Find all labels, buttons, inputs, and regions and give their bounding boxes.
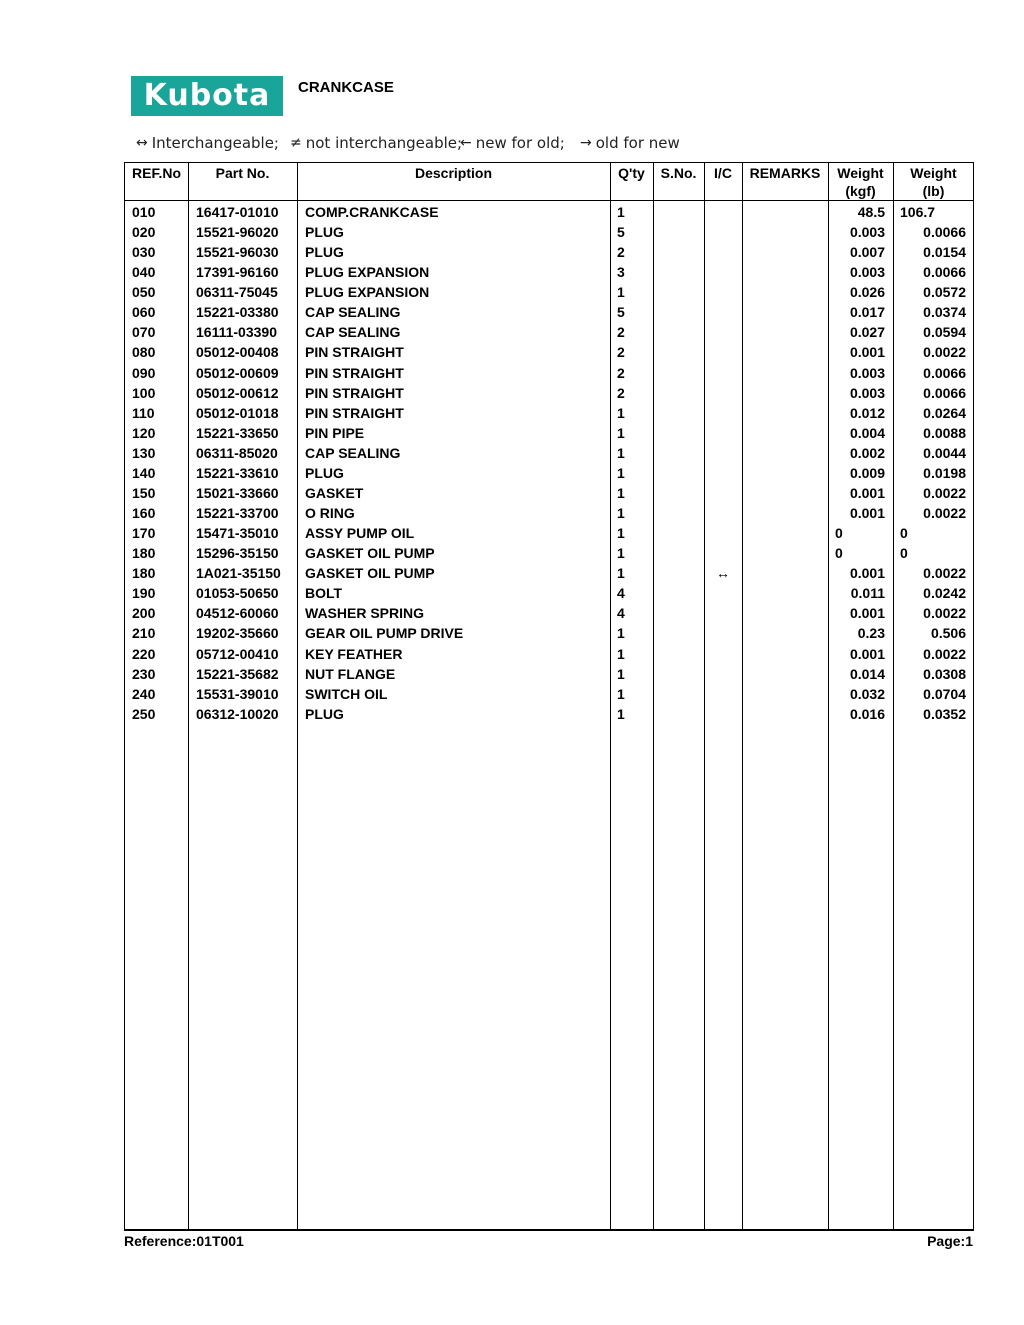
legend-item-old-for-new — [580, 134, 680, 152]
cell-weight-lb: 0.0374 — [923, 304, 966, 321]
cell-qty: 1 — [617, 424, 625, 441]
cell-weight-kgf: 0.011 — [850, 585, 885, 602]
table-row — [125, 664, 973, 684]
cell-ref: 090 — [132, 364, 156, 381]
cell-weight-kgf: 48.5 — [857, 204, 885, 220]
cell-ref: 050 — [132, 284, 156, 301]
cell-weight-kgf: 0.001 — [849, 645, 885, 662]
cell-qty: 2 — [617, 244, 625, 261]
cell-weight-kgf: 0.002 — [849, 444, 885, 461]
column-header-part-no: Part No. — [215, 165, 270, 181]
table-row — [125, 644, 973, 664]
cell-part-no: 15471-35010 — [196, 525, 279, 542]
cell-description: GASKET OIL PUMP — [305, 545, 435, 562]
cell-part-no: 16417-01010 — [196, 204, 279, 220]
column-header-weight-kgf — [828, 163, 893, 200]
cell-description: CAP SEALING — [305, 444, 401, 461]
cell-qty: 1 — [617, 444, 625, 461]
cell-weight-lb: 0.0154 — [923, 244, 966, 261]
cell-ref: 160 — [132, 505, 156, 522]
column-header-qty: Q'ty — [618, 165, 645, 181]
cell-ref: 130 — [132, 444, 156, 461]
cell-part-no: 15221-35682 — [196, 665, 279, 682]
cell-description: PLUG — [305, 464, 344, 481]
cell-ref: 240 — [132, 685, 156, 702]
cell-weight-lb: 0.0022 — [923, 344, 966, 361]
not-equal-icon: ≠ — [290, 135, 302, 151]
table-row — [125, 503, 973, 523]
header-line: Weight — [837, 165, 884, 181]
cell-description: CAP SEALING — [305, 324, 401, 341]
bidirectional-arrow-icon: ↔ — [136, 135, 148, 151]
legend-label: new for old; — [475, 134, 565, 152]
cell-weight-kgf: 0.014 — [849, 665, 885, 682]
cell-ref: 020 — [132, 224, 156, 241]
cell-weight-lb: 0.0066 — [923, 384, 966, 401]
cell-ref: 150 — [132, 484, 156, 501]
page-number: Page:1 — [927, 1233, 973, 1249]
parts-table — [124, 162, 974, 1230]
cell-qty: 1 — [617, 525, 625, 542]
cell-weight-kgf: 0.003 — [849, 384, 885, 401]
cell-ref: 120 — [132, 424, 156, 441]
cell-description: GASKET OIL PUMP — [305, 565, 435, 582]
cell-ref: 060 — [132, 304, 156, 321]
cell-part-no: 15296-35150 — [196, 545, 279, 562]
cell-ref: 170 — [132, 525, 156, 542]
cell-weight-lb: 0.0066 — [923, 264, 966, 281]
cell-description: COMP.CRANKCASE — [305, 204, 439, 220]
cell-qty: 5 — [617, 224, 625, 241]
cell-qty: 4 — [617, 605, 625, 622]
cell-part-no: 05012-00612 — [196, 384, 279, 401]
cell-weight-lb: 0.0022 — [923, 645, 966, 662]
cell-weight-lb: 0.0022 — [923, 605, 966, 622]
page-title: CRANKCASE — [298, 79, 394, 96]
cell-weight-lb: 0.0264 — [923, 404, 966, 421]
cell-qty: 3 — [617, 264, 625, 281]
cell-weight-kgf: 0.027 — [849, 324, 885, 341]
cell-ref: 210 — [132, 625, 156, 642]
cell-weight-kgf: 0.001 — [849, 505, 885, 522]
cell-description: GASKET — [305, 484, 364, 501]
cell-description: PLUG — [305, 244, 344, 261]
legend-label: not interchangeable; — [305, 134, 463, 152]
cell-weight-kgf: 0.001 — [849, 565, 885, 582]
column-header-remarks: REMARKS — [749, 165, 821, 181]
table-row — [125, 282, 973, 302]
cell-part-no: 15221-03380 — [196, 304, 279, 321]
table-row — [125, 423, 973, 443]
cell-part-no: 05012-01018 — [196, 404, 279, 421]
cell-weight-kgf: 0.016 — [849, 705, 885, 722]
cell-weight-kgf: 0.007 — [849, 244, 885, 261]
cell-part-no: 06311-85020 — [196, 444, 278, 461]
cell-weight-kgf: 0.026 — [849, 284, 885, 301]
cell-ref: 140 — [132, 464, 156, 481]
cell-weight-lb: 0.506 — [930, 625, 966, 642]
table-row — [125, 603, 973, 623]
cell-qty: 1 — [617, 284, 625, 301]
cell-part-no: 15021-33660 — [196, 484, 279, 501]
cell-description: PLUG EXPANSION — [305, 284, 430, 301]
cell-ref: 110 — [132, 404, 155, 421]
column-header-description: Description — [414, 165, 492, 181]
cell-ref: 030 — [132, 244, 156, 261]
cell-qty: 1 — [617, 204, 625, 220]
cell-weight-lb: 0.0066 — [923, 224, 966, 241]
cell-description: PLUG — [305, 224, 344, 241]
cell-part-no: 06312-10020 — [196, 705, 279, 722]
header-unit: (kgf) — [845, 183, 876, 199]
cell-part-no: 16111-03390 — [196, 324, 277, 341]
cell-part-no: 15221-33610 — [196, 464, 279, 481]
table-row — [125, 383, 973, 403]
cell-weight-lb: 0.0198 — [923, 464, 966, 481]
cell-qty: 1 — [617, 705, 625, 722]
cell-qty: 2 — [617, 344, 625, 361]
cell-part-no: 15221-33650 — [196, 424, 279, 441]
column-header-weight-lb — [893, 163, 974, 200]
cell-part-no: 05012-00408 — [196, 344, 279, 361]
cell-ref: 220 — [132, 645, 156, 662]
header-line: Weight — [910, 165, 957, 181]
cell-qty: 1 — [617, 665, 625, 682]
cell-part-no: 05712-00410 — [196, 645, 279, 662]
table-row — [125, 342, 973, 362]
cell-ref: 040 — [132, 264, 156, 281]
cell-description: SWITCH OIL — [305, 685, 388, 702]
cell-description: WASHER SPRING — [305, 605, 425, 622]
cell-qty: 2 — [617, 364, 625, 381]
kubota-logo — [131, 76, 283, 116]
legend-item-interchangeable — [136, 134, 290, 152]
cell-ref: 080 — [132, 344, 156, 361]
cell-description: NUT FLANGE — [305, 665, 396, 682]
legend — [136, 134, 680, 152]
cell-weight-kgf: 0.004 — [849, 424, 885, 441]
table-row — [125, 403, 973, 423]
table-row — [125, 704, 973, 724]
cell-weight-kgf: 0.003 — [849, 364, 885, 381]
table-row — [125, 302, 973, 322]
cell-weight-lb: 0.0242 — [923, 585, 966, 602]
cell-weight-lb: 0.0066 — [923, 364, 966, 381]
cell-weight-lb: 0.0022 — [923, 565, 966, 582]
cell-weight-lb: 0.0308 — [923, 665, 966, 682]
cell-description: PIN STRAIGHT — [305, 364, 404, 381]
cell-qty: 1 — [617, 464, 625, 481]
cell-weight-lb: 0.0088 — [923, 424, 966, 441]
cell-weight-lb: 0.0022 — [923, 505, 966, 522]
cell-part-no: 05012-00609 — [196, 364, 279, 381]
cell-description: KEY FEATHER — [305, 645, 403, 662]
cell-ref: 070 — [132, 324, 156, 341]
legend-item-new-for-old — [460, 134, 580, 152]
cell-weight-lb: 0.0022 — [923, 484, 966, 501]
cell-part-no: 17391-96160 — [196, 264, 279, 281]
cell-ref: 190 — [132, 585, 156, 602]
cell-part-no: 15521-96020 — [196, 224, 279, 241]
table-row — [125, 563, 973, 583]
cell-description: PLUG — [305, 705, 344, 722]
column-header-ref: REF.No — [132, 165, 181, 181]
column-header-sno: S.No. — [660, 165, 697, 181]
cell-qty: 1 — [617, 645, 625, 662]
cell-weight-lb: 0 — [900, 525, 908, 542]
cell-weight-lb: 0.0704 — [923, 685, 966, 702]
cell-qty: 4 — [617, 585, 625, 602]
cell-weight-kgf: 0.003 — [849, 264, 885, 281]
cell-weight-kgf: 0.003 — [849, 224, 885, 241]
cell-part-no: 06311-75045 — [196, 284, 278, 301]
cell-description: CAP SEALING — [305, 304, 401, 321]
cell-weight-kgf: 0.001 — [849, 605, 885, 622]
cell-weight-lb: 106.7 — [900, 204, 936, 220]
cell-part-no: 15221-33700 — [196, 505, 279, 522]
cell-weight-kgf: 0 — [835, 545, 843, 562]
cell-description: PIN STRAIGHT — [305, 384, 404, 401]
cell-qty: 2 — [617, 324, 625, 341]
header-unit: (lb) — [922, 183, 945, 199]
table-row — [125, 583, 973, 603]
logo-text: Kubota — [143, 78, 271, 113]
cell-description: BOLT — [305, 585, 343, 602]
interchangeable-icon: ↔ — [716, 565, 730, 582]
table-row — [125, 463, 973, 483]
table-row — [125, 623, 973, 643]
cell-description: PIN STRAIGHT — [305, 344, 404, 361]
cell-description: GEAR OIL PUMP DRIVE — [305, 625, 464, 642]
cell-description: PIN PIPE — [305, 424, 365, 441]
cell-ref: 200 — [132, 605, 156, 622]
cell-weight-kgf: 0 — [835, 525, 843, 542]
cell-ref: 230 — [132, 665, 156, 682]
cell-part-no: 19202-35660 — [196, 625, 279, 642]
table-row — [125, 443, 973, 463]
cell-part-no: 01053-50650 — [196, 585, 279, 602]
cell-weight-lb: 0.0352 — [923, 705, 966, 722]
cell-qty: 5 — [617, 304, 625, 321]
right-arrow-icon: → — [580, 135, 592, 151]
cell-ref: 180 — [132, 545, 156, 562]
table-row — [125, 262, 973, 282]
legend-label: old for new — [595, 134, 680, 152]
cell-description: PLUG EXPANSION — [305, 264, 430, 281]
table-row — [125, 242, 973, 262]
cell-qty: 1 — [617, 565, 625, 582]
cell-weight-lb: 0.0572 — [923, 284, 966, 301]
footer-divider — [124, 1229, 974, 1231]
cell-ref: 250 — [132, 705, 156, 722]
cell-qty: 1 — [617, 404, 625, 421]
legend-item-not-interchangeable — [290, 134, 463, 152]
cell-ref: 100 — [132, 384, 156, 401]
cell-weight-kgf: 0.032 — [849, 685, 885, 702]
cell-weight-kgf: 0.001 — [849, 484, 885, 501]
cell-qty: 1 — [617, 505, 625, 522]
cell-description: ASSY PUMP OIL — [305, 525, 415, 542]
cell-qty: 1 — [617, 484, 625, 501]
table-row — [125, 322, 973, 342]
cell-ref: 010 — [132, 204, 156, 220]
left-arrow-icon: ← — [460, 135, 472, 151]
cell-weight-lb: 0.0594 — [923, 324, 966, 341]
table-row — [125, 684, 973, 704]
cell-part-no: 15531-39010 — [196, 685, 279, 702]
cell-weight-kgf: 0.23 — [857, 625, 885, 642]
cell-weight-kgf: 0.017 — [849, 304, 885, 321]
cell-part-no: 15521-96030 — [196, 244, 279, 261]
cell-ref: 180 — [132, 565, 156, 582]
cell-weight-kgf: 0.001 — [849, 344, 885, 361]
cell-weight-kgf: 0.012 — [849, 404, 885, 421]
cell-description: PIN STRAIGHT — [305, 404, 404, 421]
table-row — [125, 523, 973, 543]
reference-label: Reference:01T001 — [124, 1233, 244, 1249]
table-row — [125, 363, 973, 383]
table-row — [125, 202, 973, 222]
table-row — [125, 543, 973, 563]
column-header-ic: I/C — [714, 165, 732, 181]
cell-description: O RING — [305, 505, 355, 522]
cell-part-no: 04512-60060 — [196, 605, 279, 622]
cell-qty: 2 — [617, 384, 625, 401]
cell-weight-kgf: 0.009 — [849, 464, 885, 481]
cell-part-no: 1A021-35150 — [196, 565, 281, 582]
cell-qty: 1 — [617, 625, 625, 642]
legend-label: Interchangeable; — [151, 134, 279, 152]
table-row — [125, 222, 973, 242]
cell-qty: 1 — [617, 685, 625, 702]
cell-qty: 1 — [617, 545, 625, 562]
cell-weight-lb: 0 — [900, 545, 908, 562]
table-row — [125, 483, 973, 503]
cell-weight-lb: 0.0044 — [923, 444, 966, 461]
